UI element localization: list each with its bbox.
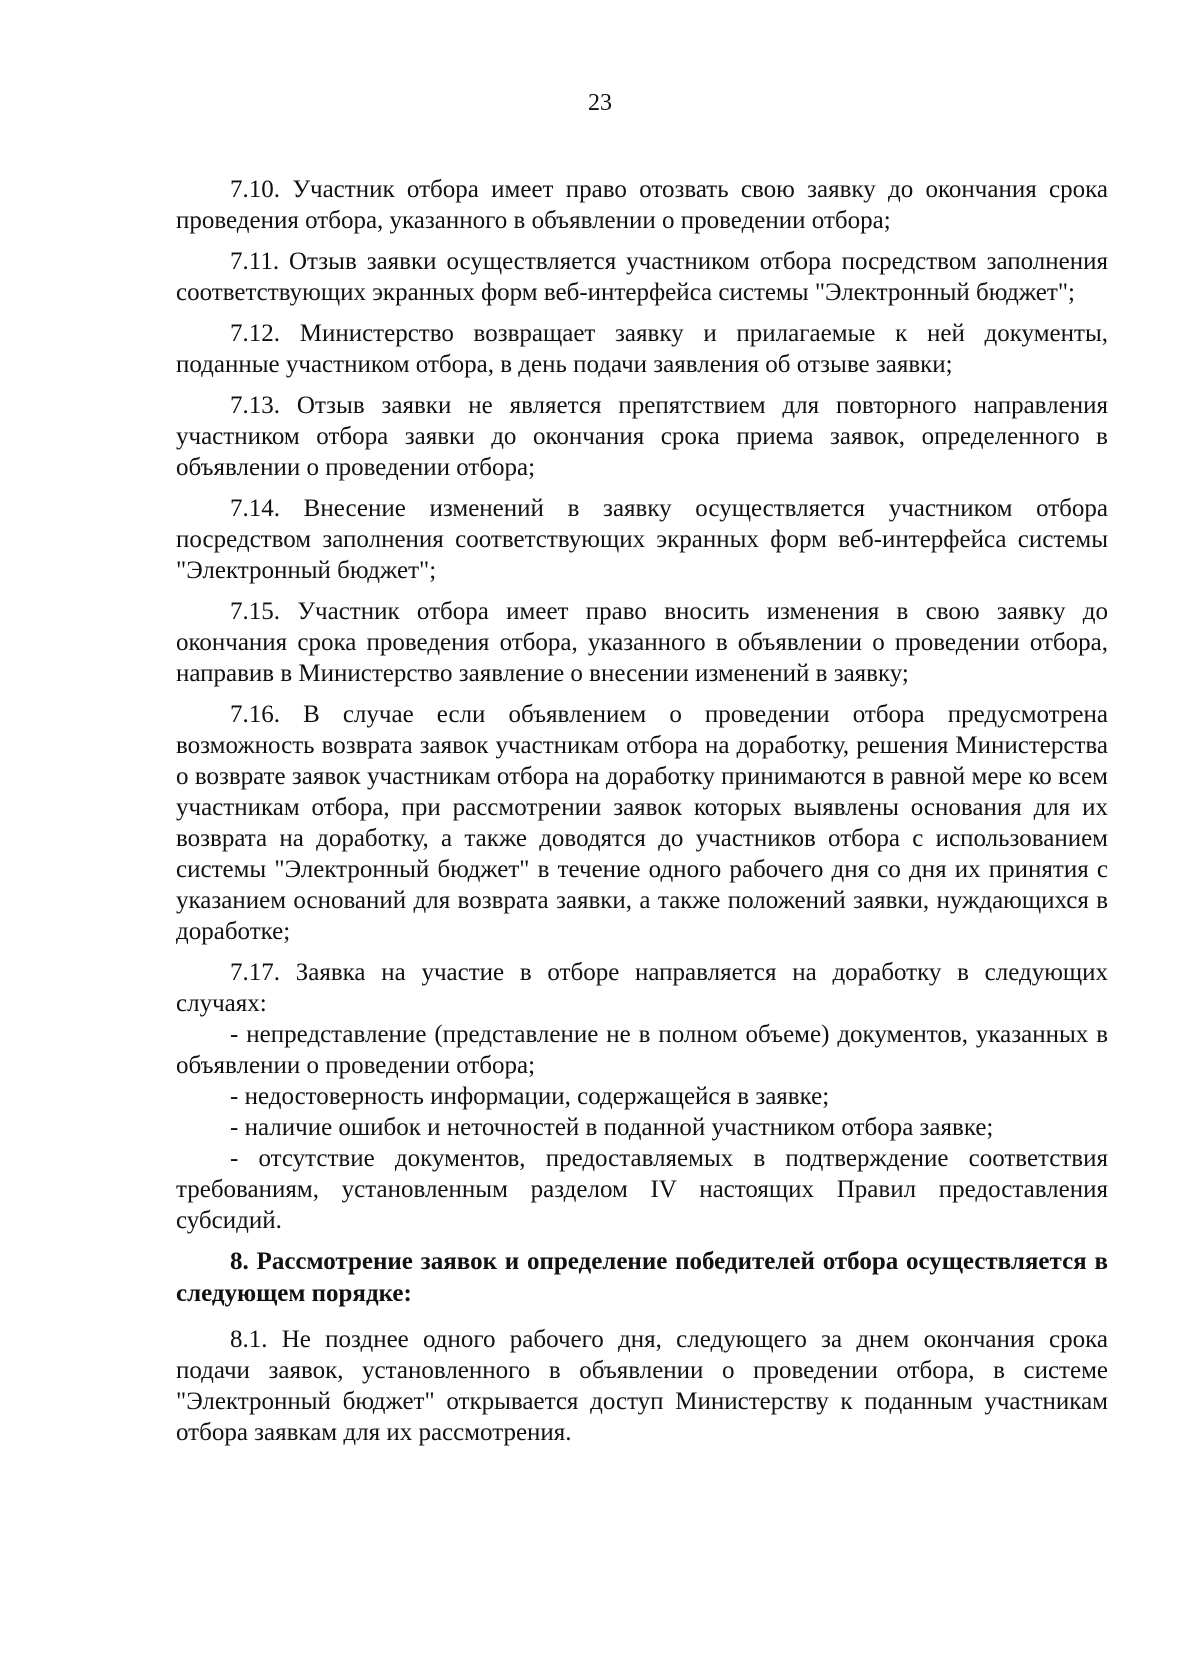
paragraph-7-12: 7.12. Министерство возвращает заявку и прилагаемые к ней документы, поданные участником отбора, в день подачи заявления об отзыве заявки; bbox=[176, 320, 1108, 378]
paragraph-7-17-group bbox=[176, 957, 1108, 1236]
paragraph-7-11: 7.11. Отзыв заявки осуществляется участником отбора посредством заполнения соответствующих экранных форм веб-интерфейса системы "Электронный бюджет"; bbox=[176, 248, 1108, 306]
paragraph-7-16: 7.16. В случае если объявлением о проведении отбора предусмотрена возможность возврата заявок участникам отбора на доработку, решения Министерства о возврате заявок участникам отбора на доработку принимаются в равной мере ко всем участникам отбора, при рассмотрении заявок которых выявлены основания для их возврата на доработку, а также доводятся до участников отбора с использованием системы "Электронный бюджет" в течение одного рабочего дня со дня их принятия с указанием оснований для возврата заявки, а также положений заявки, нуждающихся в доработке; bbox=[176, 701, 1108, 945]
paragraph-7-15: 7.15. Участник отбора имеет право вносить изменения в свою заявку до окончания срока проведения отбора, указанного в объявлении о проведении отбора, направив в Министерство заявление о внесении изменений в заявку; bbox=[176, 598, 1108, 687]
section-8-heading: 8. Рассмотрение заявок и определение победителей отбора осуществляется в следующем порядке: bbox=[176, 1248, 1108, 1307]
document-body bbox=[176, 174, 1108, 1458]
paragraph-7-10: 7.10. Участник отбора имеет право отозвать свою заявку до окончания срока проведения отбора, указанного в объявлении о проведении отбора; bbox=[176, 176, 1108, 234]
paragraph-7-13: 7.13. Отзыв заявки не является препятствием для повторного направления участником отбора заявки до окончания срока приема заявок, определенного в объявлении о проведении отбора; bbox=[176, 392, 1108, 481]
paragraph-7-17: 7.17. Заявка на участие в отборе направляется на доработку в следующих случаях: bbox=[176, 959, 1108, 1017]
page-number: 23 bbox=[588, 90, 612, 116]
paragraph-7-14: 7.14. Внесение изменений в заявку осуществляется участником отбора посредством заполнения соответствующих экранных форм веб-интерфейса системы "Электронный бюджет"; bbox=[176, 495, 1108, 584]
paragraph-8-1: 8.1. Не позднее одного рабочего дня, следующего за днем окончания срока подачи заявок, установленного в объявлении о проведении отбора, в системе "Электронный бюджет" открывается доступ Министерству к поданным участникам отбора заявкам для их рассмотрения. bbox=[176, 1326, 1108, 1446]
list-item: - отсутствие документов, предоставляемых в подтверждение соответствия требованиям, установленным разделом IV настоящих Правил предоставления субсидий. bbox=[176, 1145, 1108, 1234]
list-item: - наличие ошибок и неточностей в поданной участником отбора заявке; bbox=[230, 1114, 994, 1141]
list-item: - недостоверность информации, содержащейся в заявке; bbox=[230, 1083, 830, 1110]
list-item: - непредставление (представление не в полном объеме) документов, указанных в объявлении о проведении отбора; bbox=[176, 1021, 1108, 1079]
